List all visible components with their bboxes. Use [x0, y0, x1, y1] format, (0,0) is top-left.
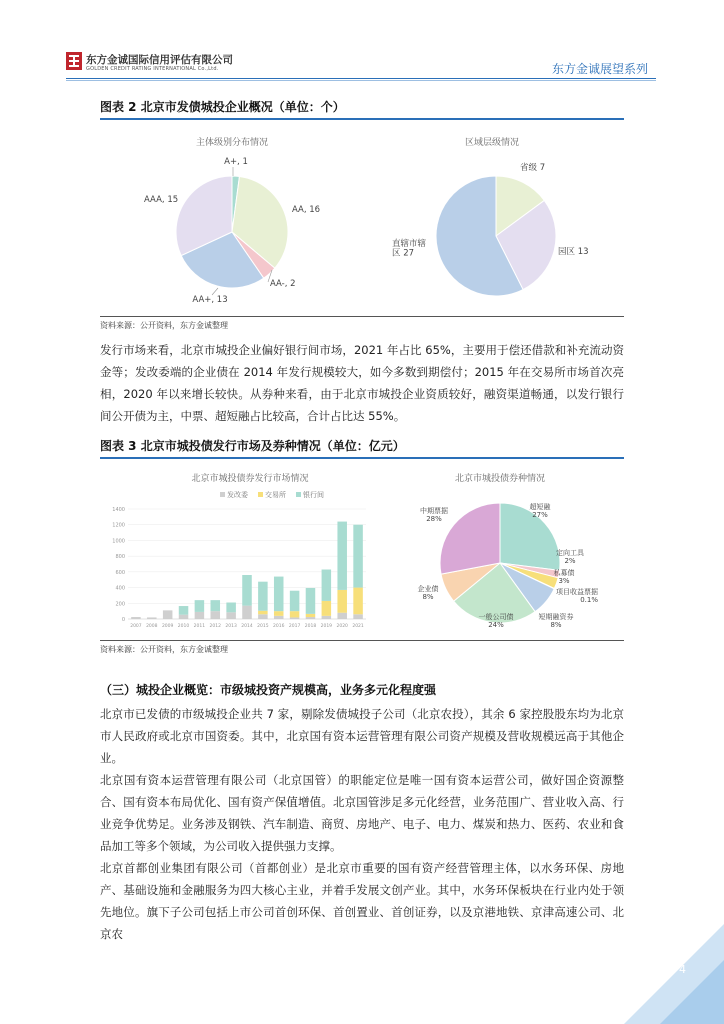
figure2-bottom-rule	[100, 316, 624, 317]
figure3-bottom-rule	[100, 640, 624, 641]
figure3-source: 资料来源：公开资料，东方金诚整理	[100, 645, 228, 654]
bar-xtick-2020: 2020	[336, 624, 348, 629]
bar-2020-2	[337, 522, 347, 590]
bar-legend-swatch-0	[220, 492, 225, 497]
pie1-label-4: AAA, 15	[144, 195, 179, 205]
pie3-group	[418, 502, 599, 629]
bar-2012-0	[211, 611, 221, 619]
pie1-label-0: A+, 1	[224, 157, 248, 167]
pie1-label-2: AA-, 2	[270, 279, 296, 289]
page-number: 4	[679, 963, 686, 976]
bar-legend-label-2: 银行间	[303, 491, 324, 499]
bar-xtick-2012: 2012	[209, 624, 221, 629]
bar-2015-0	[258, 614, 268, 619]
bar-legend	[220, 490, 324, 499]
bar-ytick-2: 400	[115, 585, 125, 592]
pie2-label-1: 园区 13	[558, 247, 589, 257]
bar-2014-0	[242, 606, 252, 619]
company-logo-icon	[66, 52, 82, 70]
bar-2019-1	[322, 601, 332, 616]
bar-chart-group	[112, 507, 366, 629]
bar-2013-0	[226, 612, 236, 619]
pie1-leader-3	[212, 288, 218, 295]
bar-2016-1	[274, 611, 284, 616]
pie2-title: 区域层级情况	[464, 138, 520, 148]
bar-2011-2	[195, 600, 205, 612]
bar-2016-0	[274, 616, 284, 619]
bar-2014-2	[242, 575, 252, 606]
bar-2021-0	[353, 614, 363, 619]
figure2-charts	[100, 120, 624, 316]
figure3-charts	[100, 459, 624, 641]
pie3-title: 北京市城投债券种情况	[454, 474, 546, 484]
corner-decoration-inner	[660, 960, 724, 1024]
bar-2013-2	[226, 603, 236, 613]
bar-ytick-6: 1200	[112, 522, 125, 529]
paragraph-beijing-guoguan: 北京国有资本运营管理有限公司（北京国管）的职能定位是唯一国有资本运营公司，做好国企资源整合、国有资本布局优化、国有资产保值增值。北京国管涉足多元化经营，业务范围广、营业收入高、行业竞争优势足。业务涉及钢铁、汽车制造、商贸、房地产、电子、电力、煤炭和热力、医药、农业和食品加工等多个领域，为公司收入提供强力支撑。	[100, 773, 624, 853]
series-title: 东方金诚展望系列	[551, 62, 648, 76]
figure2-source: 资料来源：公开资料，东方金诚整理	[100, 321, 228, 330]
bar-xtick-2013: 2013	[225, 624, 237, 629]
paragraph-city-overview: 北京市已发债的市级城投企业共 7 家，剔除发债城投子公司（北京农投），其余 6 家控股股东均为北京市人民政府或北京市国资委。其中，北京国有资本运营管理有限公司资产规模及营收规模远高于其他企业。	[100, 707, 624, 765]
paragraph-issuance-market: 发行市场来看，北京市城投企业偏好银行间市场，2021 年占比 65%，主要用于偿还借款和补充流动资金等；发改委端的企业债在 2014 年发行规模较大，如今多数到期偿付；2015 年在交易所市场首次亮相，2020 年以来增长较快。从券种来看，由于北京市城投企业资质较好，融资渠道畅通，以发行银行间公开债为主，中票、超短融占比较高，合计占比达 55%。	[100, 343, 624, 423]
bar-2018-1	[306, 614, 316, 617]
pie3-slice-0	[500, 503, 560, 570]
bar-xtick-2007: 2007	[130, 624, 142, 629]
figure3-title: 图表 3 北京市城投债发行市场及券种情况（单位：亿元）	[100, 439, 405, 453]
bar-xtick-2017: 2017	[288, 624, 301, 629]
bar-xtick-2021: 2021	[352, 624, 364, 629]
bar-ytick-1: 200	[115, 601, 125, 608]
bar-2012-2	[211, 600, 221, 611]
bar-2020-0	[337, 613, 347, 619]
bar-xtick-2018: 2018	[304, 624, 317, 629]
header-divider	[66, 78, 656, 79]
bar-xtick-2016: 2016	[273, 624, 285, 629]
page-header	[0, 0, 724, 82]
section-heading: （三）城投企业概览：市级城投资产规模高，业务多元化程度强	[100, 683, 437, 697]
bar-xtick-2010: 2010	[177, 624, 190, 629]
bar-ytick-3: 600	[115, 569, 125, 576]
pie2-group	[392, 162, 589, 296]
pie2-label-0: 省级 7	[520, 163, 546, 173]
bar-2019-0	[322, 616, 332, 619]
pie3-label-2: 私募债 3%	[553, 569, 575, 585]
pie3-label-0: 超短融 27%	[529, 503, 551, 519]
bar-legend-swatch-1	[258, 492, 263, 497]
pie2-label-2: 直辖市辖区 27	[392, 239, 427, 259]
pie3-label-6: 企业债 8%	[417, 585, 439, 601]
bar-2019-2	[322, 570, 332, 601]
bar-2009-0	[163, 610, 173, 619]
pie1-label-1: AA, 16	[292, 205, 321, 215]
bar-2016-2	[274, 577, 284, 612]
company-name-en: GOLDEN CREDIT RATING INTERNATIONAL Co.,Ltd.	[86, 66, 219, 72]
pie3-slice-7	[440, 503, 500, 574]
bar-ytick-5: 1000	[112, 538, 125, 545]
pie1-title: 主体级别分布情况	[195, 138, 269, 148]
bar-2021-1	[353, 588, 363, 615]
bar-ytick-7: 1400	[112, 507, 125, 513]
bar-chart-title: 北京市城投债券发行市场情况	[191, 474, 309, 484]
bar-ytick-4: 800	[115, 554, 125, 561]
figure2-title: 图表 2 北京市发债城投企业概况（单位：个）	[100, 100, 345, 114]
pie3-label-3: 项目收益票据 0.1%	[556, 588, 598, 604]
pie1-label-3: AA+, 13	[192, 295, 228, 305]
header-divider-light	[66, 80, 656, 81]
bar-xtick-2011: 2011	[193, 624, 206, 629]
pie3-label-7: 中期票据 28%	[420, 507, 448, 523]
pie3-label-5: 一般公司债 24%	[478, 613, 514, 629]
pie1-group	[144, 157, 320, 305]
bar-xtick-2015: 2015	[257, 624, 269, 629]
bar-legend-label-0: 发改委	[227, 491, 248, 499]
bar-2010-2	[179, 606, 189, 615]
pie3-label-1: 定向工具 2%	[556, 549, 584, 565]
bar-xtick-2019: 2019	[320, 624, 333, 629]
bar-2021-2	[353, 525, 363, 588]
company-name-cn: 东方金诚国际信用评估有限公司	[86, 54, 233, 66]
bar-ytick-0: 0	[121, 617, 125, 623]
bar-xtick-2009: 2009	[161, 624, 174, 629]
bar-2011-0	[195, 612, 205, 619]
bar-2010-0	[179, 615, 189, 619]
bar-2015-2	[258, 582, 268, 611]
bar-legend-swatch-2	[296, 492, 301, 497]
bar-2020-1	[337, 590, 347, 613]
bar-xtick-2014: 2014	[241, 624, 253, 629]
bar-2018-2	[306, 588, 316, 614]
bar-2015-1	[258, 611, 268, 615]
bar-2017-2	[290, 591, 300, 611]
pie3-label-4: 短期融资券 8%	[538, 613, 574, 629]
bar-2017-1	[290, 611, 300, 617]
paragraph-shoudu-chuangye: 北京首都创业集团有限公司（首都创业）是北京市重要的国有资产经营管理主体，以水务环保、房地产、基础设施和金融服务为四大核心主业，并着手发展文创产业。其中，水务环保板块在行业内处于领先地位。旗下子公司包括上市公司首创环保、首创置业、首创证券，以及京港地铁、京津高速公司、北京农	[100, 861, 624, 941]
bar-xtick-2008: 2008	[146, 624, 158, 629]
bar-legend-label-1: 交易所	[265, 491, 286, 499]
